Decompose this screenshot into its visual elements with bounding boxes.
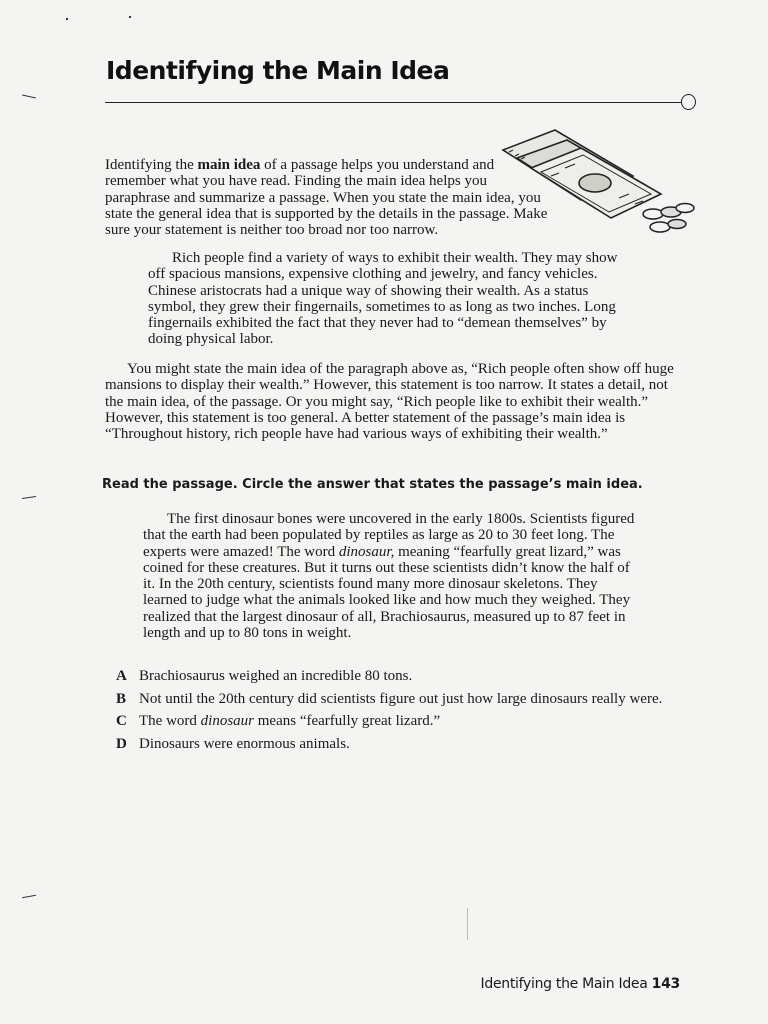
choice-text-italic: dinosaur [200, 713, 254, 729]
choice-text-before: Dinosaurs were enormous animals. [139, 735, 350, 752]
choice-text [139, 713, 440, 730]
scan-mark [129, 16, 131, 18]
page-footer [481, 976, 680, 992]
choice-text [139, 736, 350, 753]
footer-title: Identifying the Main Idea [480, 976, 648, 992]
intro-text-before: Identifying the [105, 157, 198, 173]
answer-choice-a[interactable] [116, 668, 662, 691]
dinosaur-passage-part1: The first dinosaur bones were uncovered in the early 1800s. Scientists figured that the earth had been populated by reptiles as large as 20 to 30 feet long. The experts were amazed! The word [143, 511, 635, 560]
answer-choices [116, 668, 662, 758]
wealth-passage: Rich people find a variety of ways to exhibit their wealth. They may show off spacious mansions, expensive clothing and jewelry, and fancy vehicles. Chinese aristocrats had a unique way of showing their wealth. As a status symbol, they grew their fingernails, sometimes to as long as two inches. Long fingernails exhibited the fact that they never had to “demean themselves” by doing physical labor. [148, 250, 618, 348]
scan-mark [22, 895, 36, 898]
choice-letter: A [116, 668, 127, 684]
choice-text-before: The word [139, 713, 201, 729]
choice-letter: B [116, 690, 127, 707]
dinosaur-passage [143, 511, 643, 641]
page-number: 143 [651, 976, 680, 992]
instruction: Read the passage. Circle the answer that states the passage’s main idea. [102, 477, 643, 492]
dinosaur-passage-part2: meaning “fearfully great lizard,” was coined for these creatures. But it turns out these scientists didn’t know the half of it. In the 20th century, scientists found many more dinosaur skeletons. They learned to judge what the animals looked like and how much they weighed. They realized that the largest dinosaur of all, Brachiosaurus, measured up to 87 feet in length and up to 80 tons in weight. [143, 543, 631, 642]
choice-text-after: means “fearfully great lizard.” [254, 713, 441, 729]
choice-text [139, 668, 412, 685]
choice-text-before: Not until the 20th century did scientists figure out just how large dinosaurs really were. [139, 690, 663, 707]
page-title: Identifying the Main Idea [106, 56, 450, 85]
choice-text [139, 691, 662, 708]
choice-text-before: Brachiosaurus weighed an incredible 80 tons. [139, 668, 413, 684]
choice-letter: D [116, 735, 127, 752]
scan-mark [22, 496, 36, 499]
scan-mark [467, 908, 468, 940]
scan-mark [66, 18, 68, 20]
title-rule [105, 102, 682, 103]
choice-letter: C [116, 713, 127, 729]
answer-choice-d[interactable] [116, 736, 662, 759]
intro-paragraph [105, 157, 550, 238]
dinosaur-term: dinosaur, [338, 543, 395, 560]
circle-icon [681, 94, 696, 110]
main-idea-term: main idea [197, 157, 261, 173]
answer-choice-b[interactable] [116, 691, 662, 714]
intro-text-after: of a passage helps you understand and remember what you have read. Finding the main idea helps you paraphrase and summarize a passage. When you state the main idea, you state the general idea that is supported by the details in the passage. Make sure your statement is neither too broad nor too narrow. [105, 157, 548, 239]
answer-choice-c[interactable] [116, 713, 662, 736]
scan-mark [22, 95, 36, 99]
explanation-paragraph: You might state the main idea of the paragraph above as, “Rich people often show off huge mansions to display their wealth.” However, this statement is too narrow. It states a detail, not the main idea, of the passage. Or you might say, “Rich people like to exhibit their wealth.” However, this statement is too general. A better statement of the passage’s main idea is “Throughout history, rich people have had various ways of exhibiting their wealth.” [105, 361, 674, 443]
